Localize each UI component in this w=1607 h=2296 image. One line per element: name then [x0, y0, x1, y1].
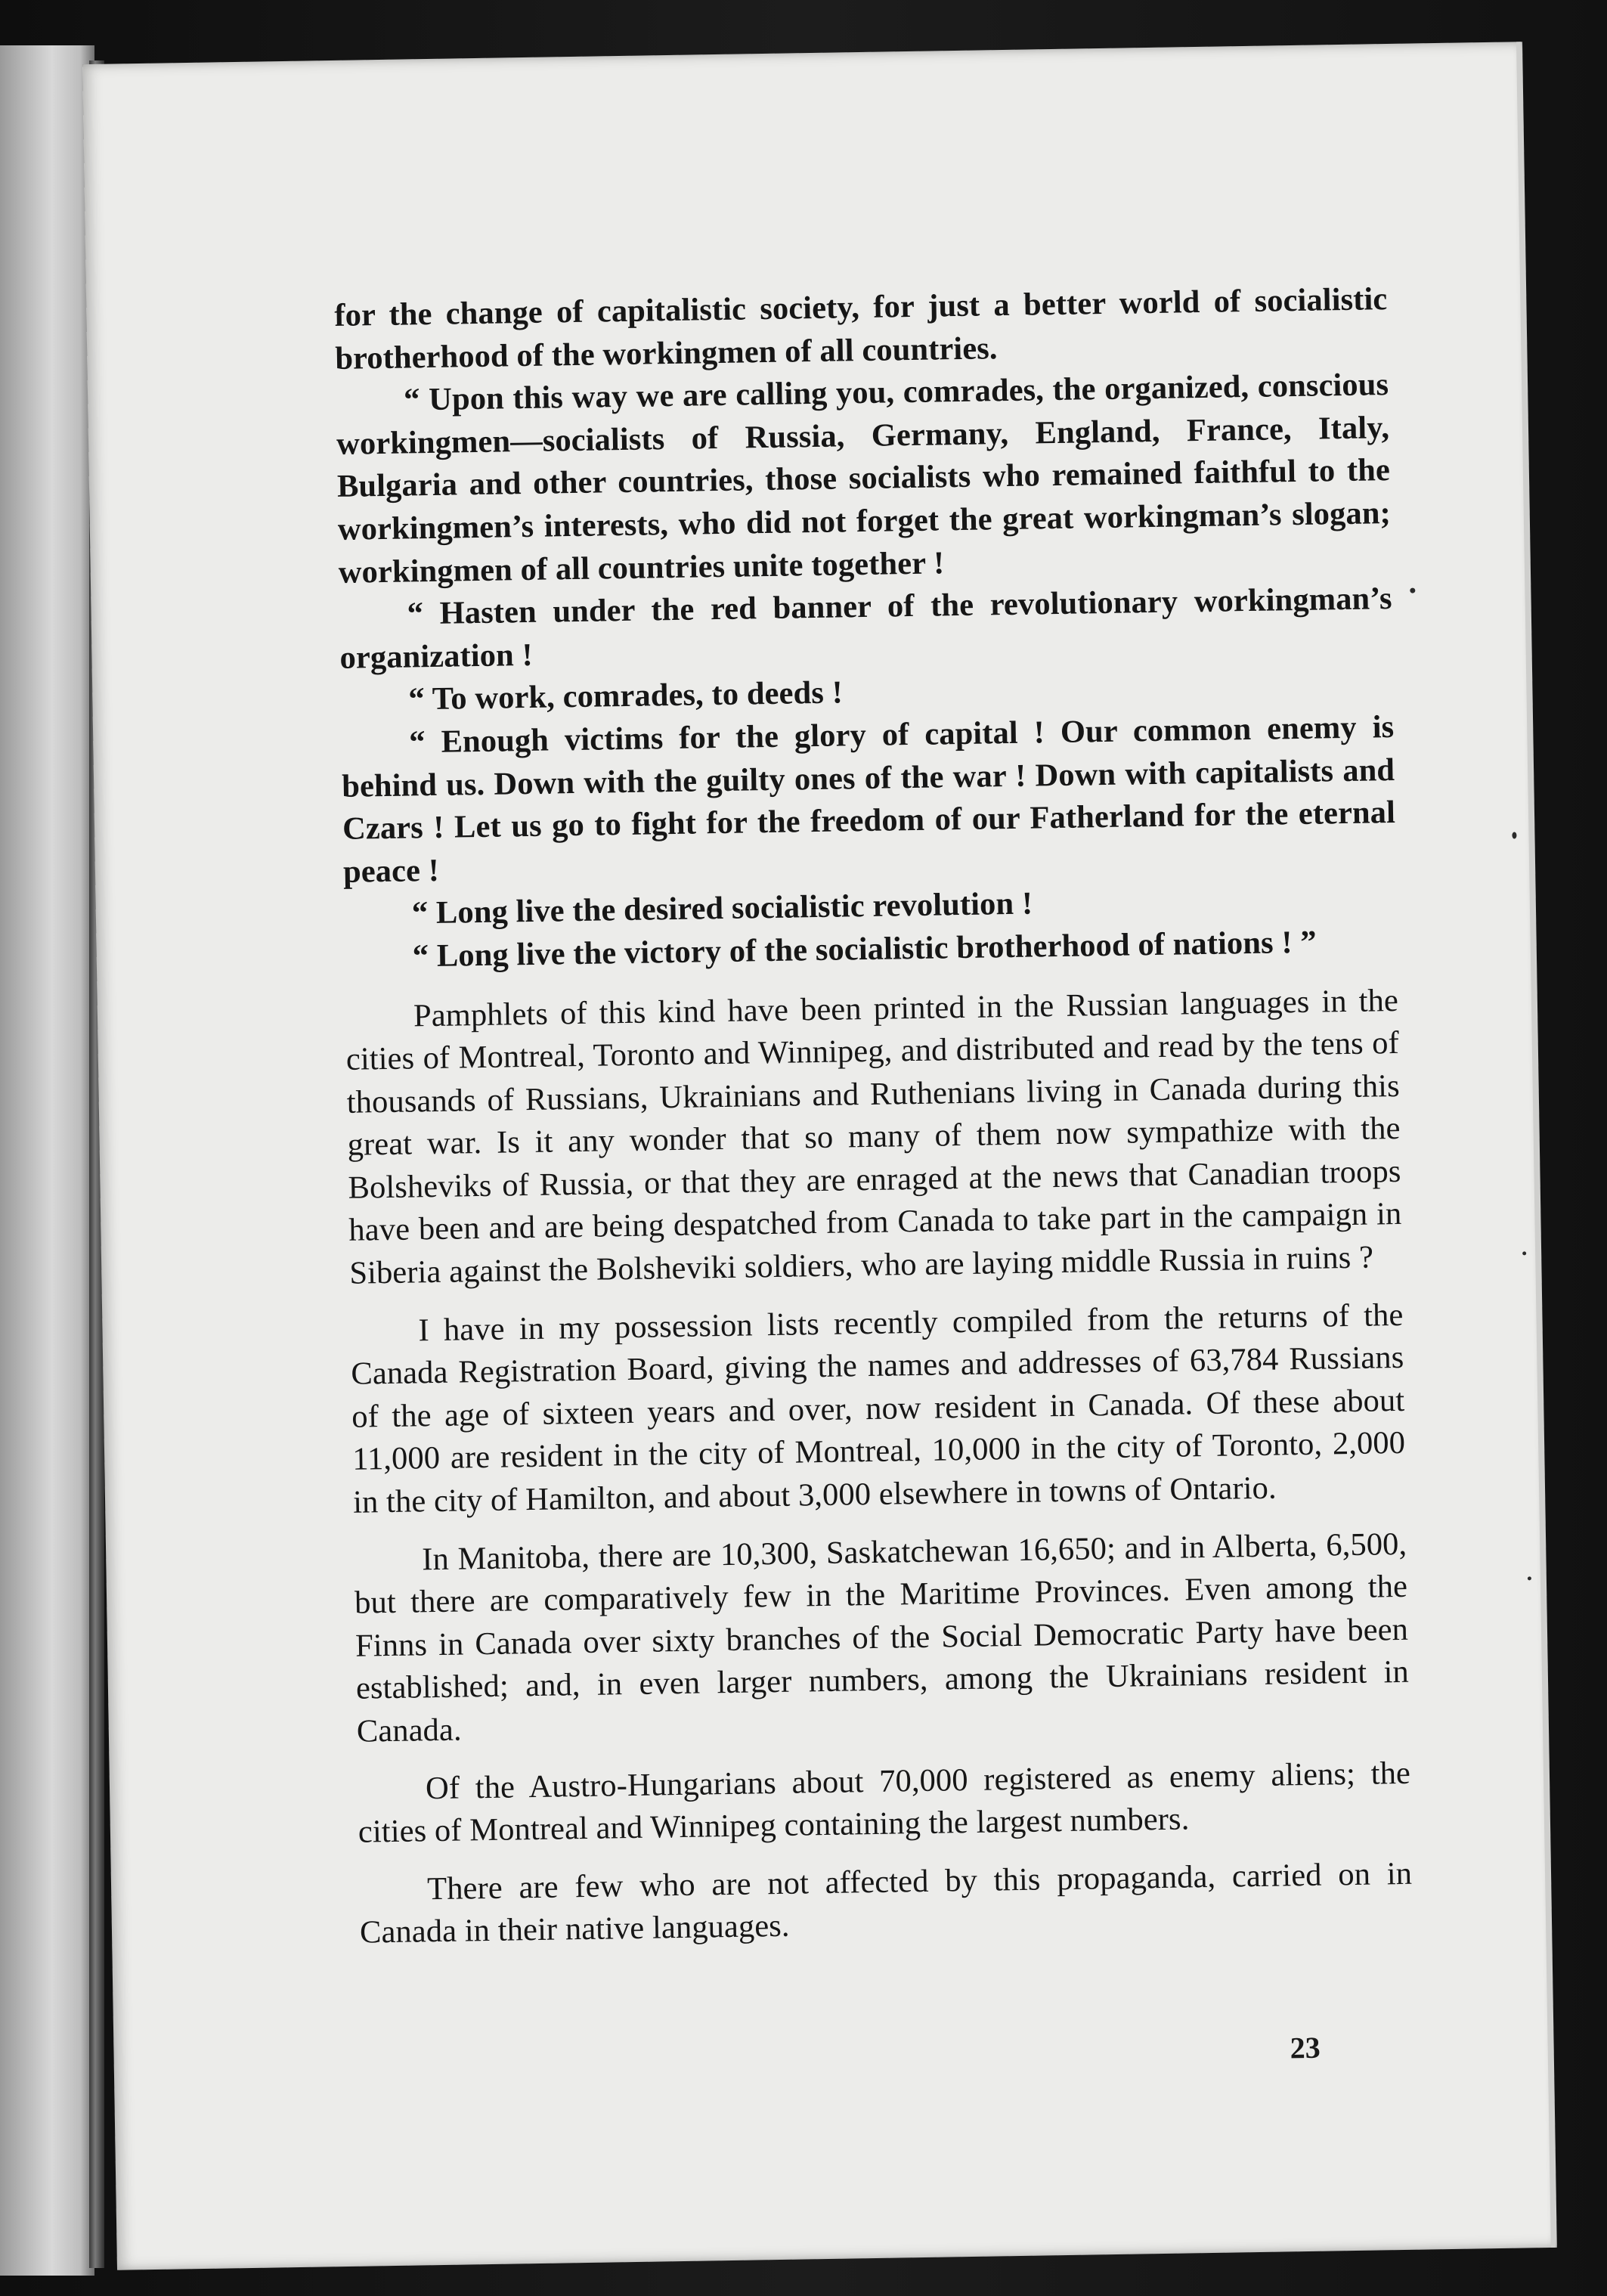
facing-page-edge: [0, 45, 94, 2276]
quote-paragraph-6: “ Long live the desired socialistic revolution !: [411, 885, 1033, 931]
body-paragraph-registration: I have in my possession lists recently compiled from the returns of the Canada Registration Board, giving the names and addresses of 63,784 Russians of the age of sixteen years and over, now resident in Canada. Of these about 11,000 are resident in the city of Montreal, 10,000 in the city of Toronto, 2,000 in the city of Hamilton, and about 3,000 elsewhere in towns of Ontario.: [351, 1297, 1406, 1520]
quote-paragraph-3: “ Hasten under the red banner of the revolutionary workingman’s organization !: [339, 581, 1392, 676]
book-page: [82, 42, 1557, 2270]
quote-paragraph-2: “ Upon this way we are calling you, comrades, the organized, conscious workingmen—socialists of Russia, Germany, England, France, Italy, Bulgaria and other countries, those socialists who remained faithful to the workingmen’s interests, who did not forget the great workingman’s slogan; workingmen of all countries unite together !: [336, 367, 1392, 590]
page-text: [334, 278, 1413, 1955]
body-paragraph-pamphlets: Pamphlets of this kind have been printed in the Russian languages in the cities of Montreal, Toronto and Winnipeg, and distributed and read by the tens of thousands of Russians, Ukrainians and Ruthenians living in Canada during this great war. Is it any wonder that so many of them now sympathize with the Bolsheviks of Russia, or that they are enraged at the news that Canadian troops have been and are being despatched from Canada to take part in the campaign in Siberia against the Bolsheviki soldiers, who are laying middle Russia in ruins ?: [345, 982, 1402, 1291]
dust-speck: [1522, 1251, 1526, 1255]
dust-speck: [1512, 832, 1516, 838]
quote-paragraph-7: “ Long live the victory of the socialistic brotherhood of nations ! ”: [412, 924, 1317, 974]
dust-speck: [1410, 588, 1415, 593]
quote-paragraph-1: for the change of capitalistic society, for just a better world of socialistic brotherhood of the workingmen of all countries.: [334, 281, 1388, 376]
body-paragraph-propaganda: There are few who are not affected by this propaganda, carried on in Canada in their native languages.: [359, 1855, 1413, 1951]
dust-speck: [1528, 1576, 1531, 1580]
quote-paragraph-5: “ Enough victims for the glory of capital ! Our common enemy is behind us. Down with the guilty ones of the war ! Down with capitalists and Czars ! Let us go to fight for the freedom of our Fatherland for the eternal peace !: [341, 708, 1396, 890]
quote-paragraph-4: “ To work, comrades, to deeds !: [408, 674, 844, 717]
body-paragraph-austro-hungarians: Of the Austro-Hungarians about 70,000 registered as enemy aliens; the cities of Montreal and Winnipeg containing the largest numbers.: [358, 1755, 1411, 1850]
page-number: 23: [1290, 2030, 1321, 2065]
body-paragraph-provinces: In Manitoba, there are 10,300, Saskatchewan 16,650; and in Alberta, 6,500, but there are comparatively few in the Maritime Provinces. Even among the Finns in Canada over sixty branches of the Social Democratic Party have been established; and, in even larger numbers, among the Ukrainians resident in Canada.: [354, 1526, 1410, 1749]
